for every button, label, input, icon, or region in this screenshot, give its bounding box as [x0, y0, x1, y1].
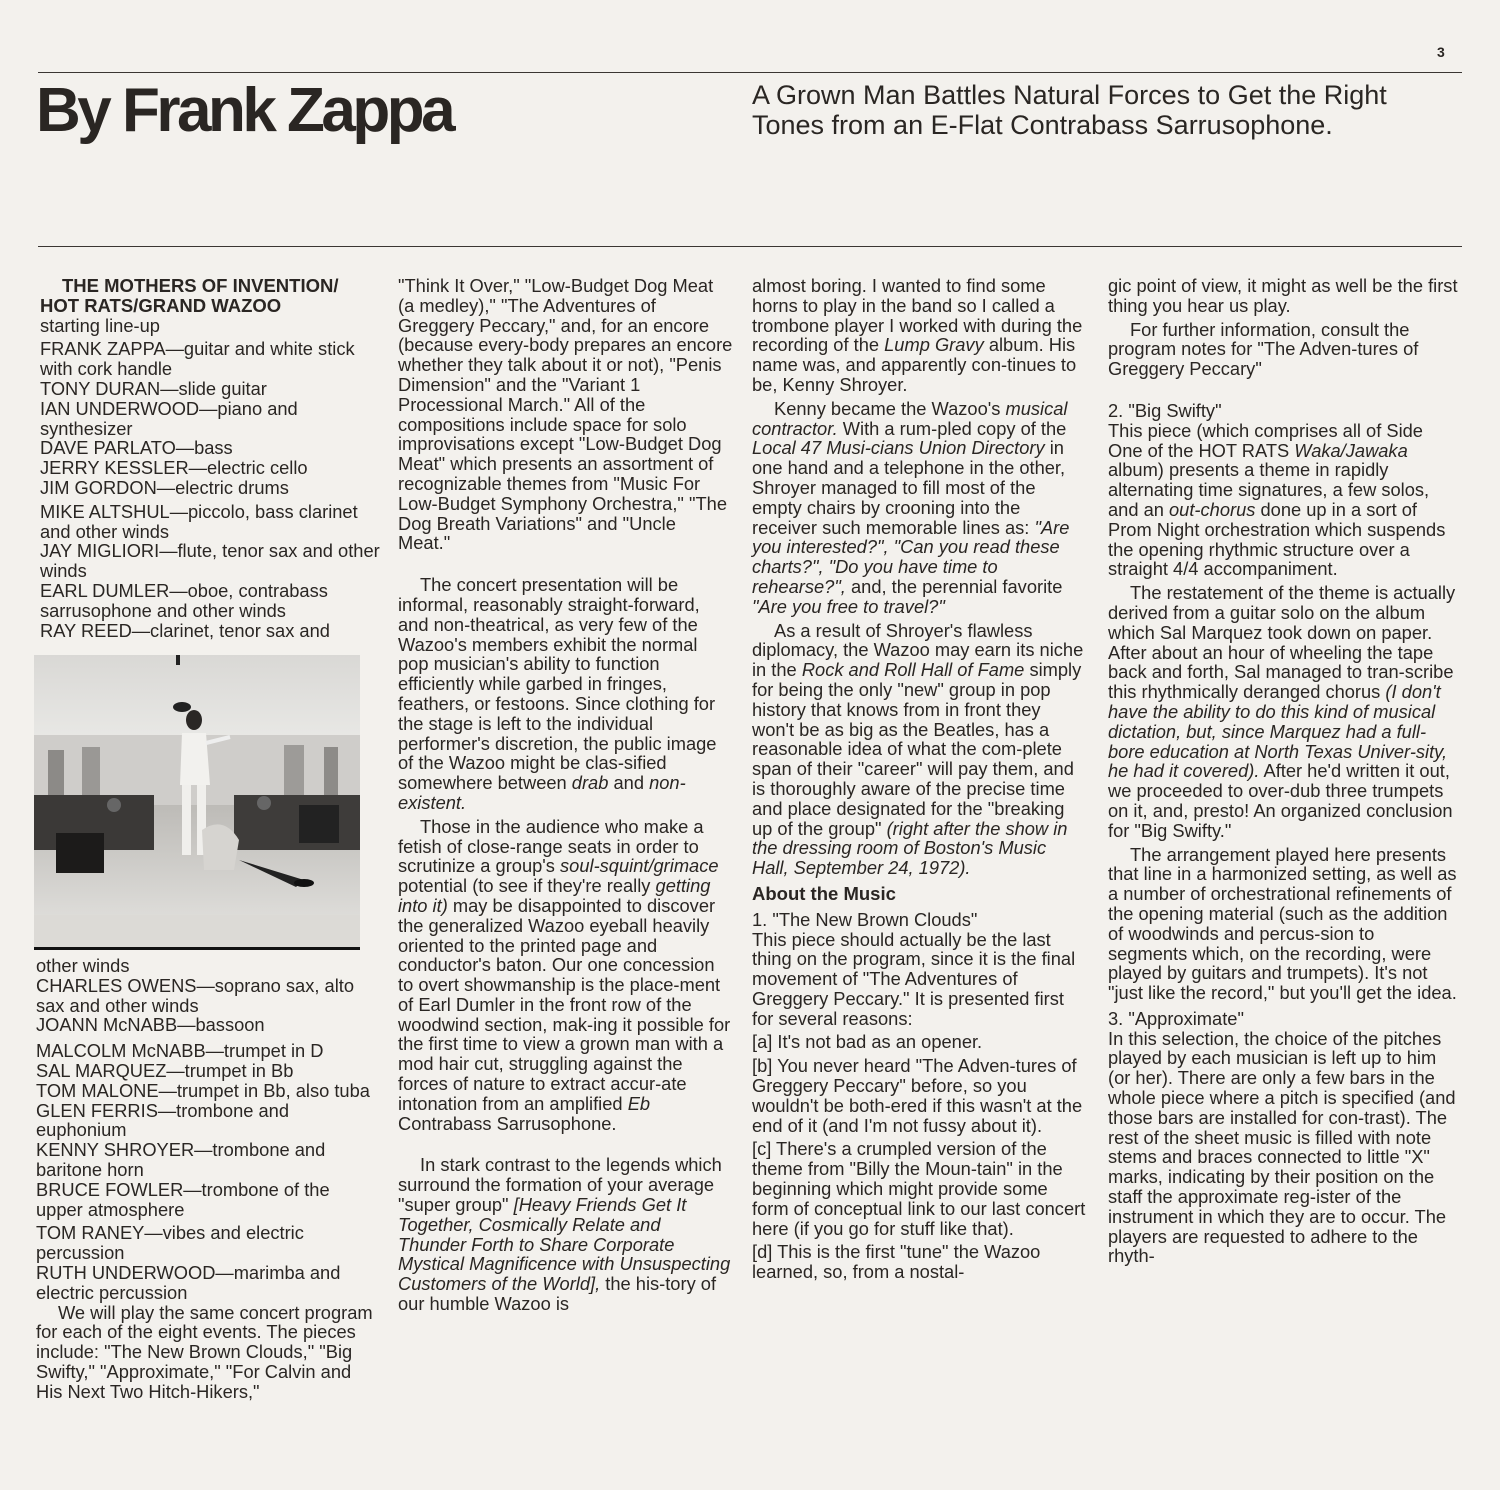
- page-number: 3: [1437, 44, 1445, 60]
- lineup-member: JIM GORDON—electric drums: [40, 476, 289, 498]
- italic-text: Local 47 Musi-cians Union Directory: [752, 437, 1045, 459]
- lineup-member: KENNY SHROYER—trombone and baritone horn: [36, 1139, 326, 1180]
- text-run: The concert presentation will be informal, reasonably straight-forward, and non-theatrical, as very few of the Wazoo's members exhibit the normal pop musician's ability to function efficiently while garbed in fringes, feathers, or festoons. Since clothing for the stage is left to the individual performer's discretion, the public image of the Wazoo might be clas-sified somewhere between: [398, 574, 717, 794]
- lineup-member: JAY MIGLIORI—flute, tenor sax and other winds: [40, 540, 380, 582]
- lineup-member: TOM MALONE—trumpet in Bb, also tuba: [36, 1079, 370, 1101]
- item-title: 2. "Big Swifty": [1108, 399, 1222, 421]
- body-paragraph: [398, 817, 733, 1134]
- body-paragraph: [1108, 583, 1458, 840]
- lineup-member: MALCOLM McNABB—trumpet in D: [36, 1040, 324, 1062]
- lineup-member: IAN UNDERWOOD—piano and synthesizer: [40, 397, 298, 439]
- body-paragraph: "Think It Over," "Low-Budget Dog Meat (a medley)," "The Adventures of Greggery Peccary," and, for an encore (because every-body prepares an encore whether they talk about it or not), "Penis Dimension" and the "Variant 1 Processional March." All of the compositions include space for solo improvisations except "Low-Budget Dog Meat" which presents an assortment of recognizable themes from "Music For Low-Budget Symphony Orchestra," "The Dog Breath Variations" and "Uncle Meat.": [398, 275, 733, 554]
- lineup-member: GLEN FERRIS—trombone and euphonium: [36, 1099, 289, 1141]
- header-rule: [38, 246, 1462, 247]
- lineup-column: [40, 276, 380, 640]
- article-column-4: [1108, 276, 1458, 1266]
- lineup-member: FRANK ZAPPA—guitar and white stick with cork handle: [40, 338, 355, 380]
- italic-text: Waka/Jawaka: [1294, 439, 1408, 461]
- rehearsal-photo: [34, 655, 360, 950]
- italic-text: Eb: [627, 1092, 651, 1114]
- body-paragraph: We will play the same concert program for each of the eight events. The pieces include: "The New Brown Clouds," "Big Swifty," "Approximate," "For Calvin and His Next Two Hitch-Hikers,": [36, 1301, 373, 1402]
- text-run: done up in a sort of Prom Night orchestration which suspends the opening rhythmic structure over a straight 4/4 accompaniment.: [1108, 498, 1446, 580]
- italic-text: "Are you interested?", "Can you read these charts?", "Do you have time to rehearse?",: [752, 516, 1070, 597]
- lineup-member: other winds: [36, 955, 130, 976]
- text-run: album) presents a theme in rapidly alternating time signatures, a few solos, and an: [1108, 459, 1430, 520]
- list-item: [a] It's not bad as an opener.: [752, 1031, 983, 1053]
- article-column-2: [398, 276, 733, 1314]
- text-run: simply for being the only "new" group in pop history that knows from in front they won't be as big as the Beatles, has a reasonable idea of what the com-plete span of their "career" will pay them, and is thoroughly aware of the precise time and place designated for the "breaking up of the group": [752, 659, 1082, 839]
- subtitle: A Grown Man Battles Natural Forces to Get the Right Tones from an E-Flat Contrabass Sarrusophone.: [752, 80, 1387, 140]
- lineup-subheading: starting line-up: [40, 314, 160, 336]
- body-paragraph: [1108, 421, 1458, 579]
- lineup-member: CHARLES OWENS—soprano sax, alto sax and other winds: [36, 974, 355, 1016]
- italic-text: Rock and Roll Hall of Fame: [801, 659, 1025, 681]
- text-run: This piece (which comprises all of Side One of the HOT RATS: [1108, 419, 1423, 461]
- rehearsal-photo-illustration: [34, 655, 360, 947]
- text-run: in one hand and a telephone in the other, Shroyer managed to fill most of the empty chairs by crooning into the receiver such memorable lines as:: [752, 437, 1066, 538]
- text-run: and, the perennial favorite: [850, 575, 1063, 597]
- body-paragraph: gic point of view, it might as well be the first thing you hear us play.: [1108, 275, 1458, 316]
- lineup-heading-2: HOT RATS/GRAND WAZOO: [40, 294, 282, 316]
- lineup-heading-1: THE MOTHERS OF INVENTION/: [62, 275, 339, 296]
- text-run: Those in the audience who make a fetish of close-range seats in order to scrutinize a group's: [398, 815, 704, 877]
- text-run: With a rum-pled copy of the: [842, 417, 1067, 439]
- body-paragraph: [398, 1155, 733, 1313]
- list-item: [b] You never heard "The Adven-tures of Greggery Peccary" before, so you wouldn't be both-ered if this wasn't at the end of it (and I'm not fussy about it).: [752, 1055, 1083, 1136]
- text-run: album. His name was, and apparently con-tinues to be, Kenny Shroyer.: [752, 334, 1077, 395]
- text-run: potential (to see if they're really: [398, 875, 651, 897]
- body-paragraph: The arrangement played here presents that line in a harmonized setting, as well as a number of orchestrational refinements of the opening material (such as the addition of woodwinds and percus-sion to segments which, on the recording, were played by guitars and trumpets). It's not "just like the record," but you'll get the idea.: [1108, 843, 1457, 1004]
- lineup-member: MIKE ALTSHUL—piccolo, bass clarinet and other winds: [40, 500, 358, 542]
- italic-text: [Heavy Friends Get It Together, Cosmically Relate and Thunder Forth to Share Corporate Mystical Magnificence with Unsuspecting Customers of the World],: [398, 1194, 731, 1295]
- text-run: the his-tory of our humble Wazoo is: [398, 1273, 717, 1315]
- body-paragraph: In this selection, the choice of the pitches played by each musician is left up to him (or her). There are only a few bars in the whole piece where a pitch is specified (and those bars are installed for con-trast). The rest of the sheet music is filled with note stems and braces connected to little "X" marks, indicating by their position on the staff the approximate reg-ister of the instrument in which they are to occur. The players are requested to adhere to the rhyth-: [1108, 1027, 1456, 1267]
- italic-text: getting into it): [398, 875, 711, 916]
- page-title: By Frank Zappa: [36, 76, 453, 145]
- body-paragraph: For further information, consult the program notes for "The Adven-tures of Greggery Peccary": [1108, 318, 1419, 380]
- italic-text: musical contractor.: [752, 397, 1068, 439]
- italic-text: "Are you free to travel?": [752, 595, 945, 617]
- lineup-column-continued: [36, 956, 381, 1402]
- text-run: After he'd written it out, we proceeded to over-dub three trumpets on it, and, presto! An organized conclusion for "Big Swifty.": [1108, 760, 1453, 841]
- lineup-member: JERRY KESSLER—electric cello: [40, 457, 308, 479]
- italic-text: drab: [571, 772, 609, 794]
- text-run: In stark contrast to the legends which surround the formation of your average "super group": [398, 1154, 722, 1216]
- body-paragraph: [398, 575, 733, 813]
- italic-text: soul-squint/grimace: [560, 855, 719, 877]
- top-rule: [38, 72, 1462, 73]
- lineup-member: TONY DURAN—slide guitar: [40, 377, 267, 399]
- italic-text: Lump Gravy: [884, 334, 984, 356]
- item-title: 3. "Approximate": [1108, 1007, 1244, 1029]
- text-run: may be disappointed to discover the generalized Wazoo eyeball heavily oriented to the printed page and conductor's baton. Our one concession to overt showmanship is the place-ment of Earl Dumler in the front row of the woodwind section, mak-ing it possible for the first time to view a grown man with a mod hair cut, struggling against the forces of nature to extract accur-ate intonation from an amplified: [398, 894, 731, 1114]
- list-item: [c] There's a crumpled version of the theme from "Billy the Moun-tain" in the beginning which might provide some form of conceptual link to our last concert here (if you go for stuff like that).: [752, 1138, 1086, 1239]
- italic-text: (I don't have the ability to do this kind of musical dictation, but, since Marquez had a full-bore education at North Texas Univer-sity, he had it covered).: [1108, 681, 1448, 782]
- section-heading: About the Music: [752, 882, 896, 904]
- lineup-member: DAVE PARLATO—bass: [40, 437, 233, 459]
- lineup-member: BRUCE FOWLER—trombone of the upper atmosphere: [36, 1178, 330, 1220]
- body-paragraph: This piece should actually be the last thing on the program, since it is the final movement of "The Adventures of Greggery Peccary." It is presented first for several reasons:: [752, 928, 1076, 1029]
- body-paragraph: [752, 621, 1087, 878]
- item-title: 1. "The New Brown Clouds": [752, 908, 978, 930]
- text-run: almost boring. I wanted to find some horns to play in the band so I called a trombone player I worked with during the recording of the: [752, 275, 1083, 356]
- lineup-member: SAL MARQUEZ—trumpet in Bb: [36, 1059, 294, 1081]
- text-run: Contrabass Sarrusophone.: [398, 1112, 617, 1134]
- italic-text: non-existent.: [398, 772, 686, 813]
- lineup-member: EARL DUMLER—oboe, contrabass sarrusophone and other winds: [40, 579, 328, 621]
- body-paragraph: [752, 276, 1087, 395]
- article-column-3: [752, 276, 1087, 1282]
- text-run: Kenny became the Wazoo's: [774, 397, 1001, 419]
- body-paragraph: [752, 399, 1087, 617]
- text-run: and: [613, 772, 644, 794]
- italic-text: (right after the show in the dressing room of Boston's Music Hall, September 24, 1972).: [752, 817, 1068, 879]
- lineup-member: RUTH UNDERWOOD—marimba and electric percussion: [36, 1261, 341, 1303]
- lineup-member: JOANN McNABB—bassoon: [36, 1014, 265, 1036]
- lineup-member: TOM RANEY—vibes and electric percussion: [36, 1222, 304, 1264]
- text-run: As a result of Shroyer's flawless diplomacy, the Wazoo may earn its niche in the: [752, 619, 1084, 681]
- text-run: The restatement of the theme is actually derived from a guitar solo on the album which Sal Marquez took down on paper. After about an hour of wheeling the tape back and forth, Sal managed to tran-scribe this rhythmically deranged chorus: [1108, 582, 1456, 703]
- list-item: [d] This is the first "tune" the Wazoo learned, so, from a nostal-: [752, 1241, 1041, 1283]
- lineup-member: RAY REED—clarinet, tenor sax and: [40, 619, 330, 641]
- italic-text: out-chorus: [1169, 498, 1256, 520]
